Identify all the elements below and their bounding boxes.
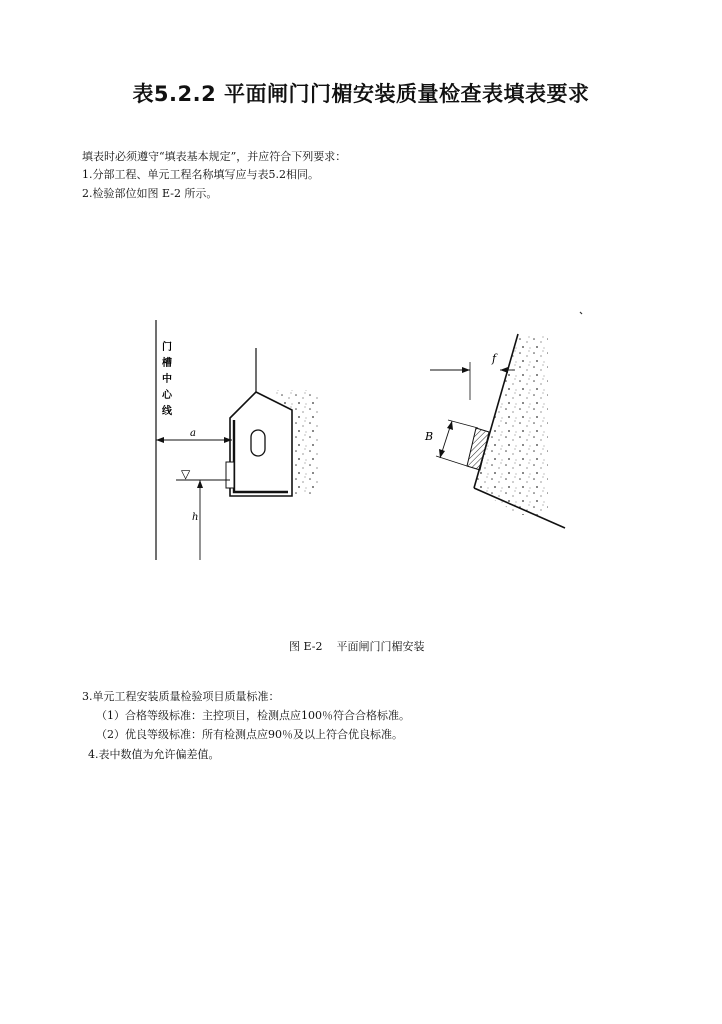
left-diagram (156, 320, 318, 560)
centerline-label-char: 槽 (162, 358, 172, 369)
dimension-a-label: a (190, 428, 196, 439)
requirement-item-1: 1.分部工程、单元工程名称填写应与表5.2相同。 (82, 168, 319, 181)
lintel-opening (251, 430, 265, 456)
dimension-f-label: f (492, 352, 497, 365)
scan-mark (580, 312, 582, 314)
seal-plate (226, 462, 234, 488)
extension-line (436, 456, 467, 466)
dimension-arrow (447, 421, 453, 430)
right-diagram (424, 312, 582, 528)
standard-item-2: （2）优良等级标准：所有检测点应90％及以上符合优良标准。 (96, 728, 403, 741)
dimension-arrow (462, 367, 470, 373)
standards-heading: 3.单元工程安装质量检验项目质量标准： (82, 690, 280, 703)
dimension-arrow (500, 367, 508, 373)
water-level-symbol: ▽ (181, 467, 191, 481)
centerline-label-char: 中 (162, 374, 172, 385)
figure-caption-text: 平面闸门门楣安装 (336, 640, 425, 653)
dimension-arrow (439, 449, 445, 458)
dimension-h-label: h (192, 512, 199, 523)
dimension-b-label: B (425, 430, 434, 443)
standard-item-1: （1）合格等级标准：主控项目，检测点应100％符合合格标准。 (96, 709, 410, 722)
figure-number: 图 E-2 (289, 640, 323, 653)
centerline-label-char: 心 (162, 390, 172, 401)
page-title: 表5.2.2 平面闸门门楣安装质量检查表填表要求 (132, 82, 590, 106)
figure-caption (289, 638, 424, 654)
requirement-item-2: 2.检验部位如图 E-2 所示。 (82, 187, 218, 200)
concrete-body (474, 336, 548, 515)
dimension-arrow (156, 437, 164, 443)
dimension-arrow (197, 480, 203, 488)
centerline-label-char: 线 (162, 406, 172, 417)
centerline-label-char: 门 (162, 342, 172, 353)
note-text: 4.表中数值为允许偏差值。 (88, 748, 220, 761)
intro-text: 填表时必须遵守“填表基本规定”，并应符合下列要求： (82, 150, 347, 163)
